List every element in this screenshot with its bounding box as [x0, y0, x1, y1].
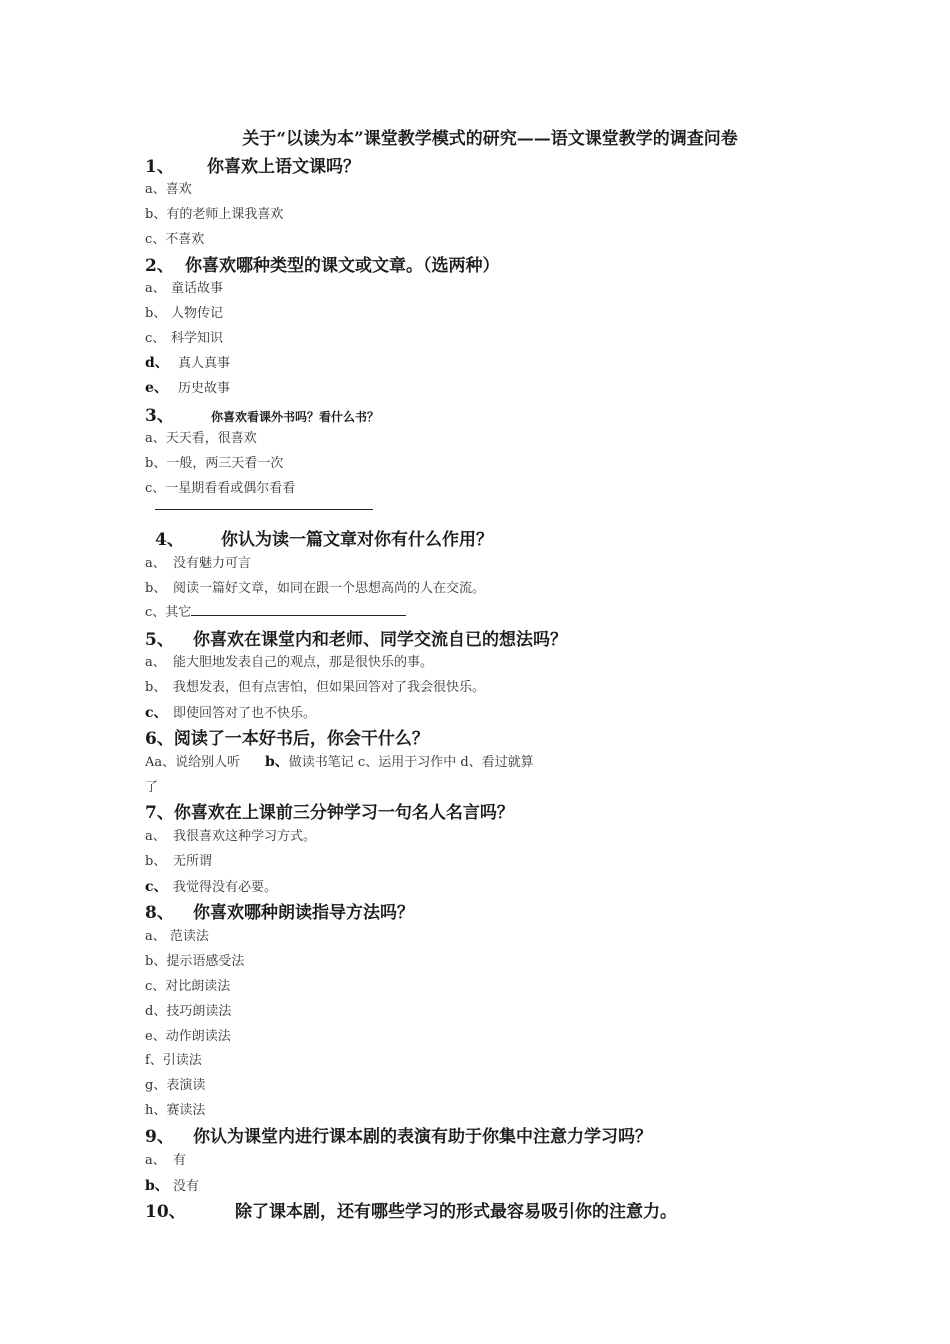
option-label: b、 [145, 854, 167, 869]
option-label: a、 [145, 281, 166, 296]
option: b、一般，两三天看一次 [145, 456, 284, 471]
option-text: 童话故事 [171, 281, 224, 296]
option-line [145, 751, 534, 771]
question-10 [145, 1197, 677, 1222]
option-label: a、 [145, 556, 166, 571]
question-4 [155, 525, 493, 550]
question-8 [145, 898, 414, 923]
option [145, 850, 212, 869]
option [145, 377, 230, 397]
option [145, 651, 433, 670]
question-6: 6、阅读了一本好书后，你会干什么？ [145, 729, 429, 749]
option: a、 范读法 [145, 929, 209, 944]
option-text: 我觉得没有必要。 [173, 880, 278, 895]
question-3 [145, 401, 379, 426]
option [145, 352, 230, 372]
option [145, 552, 251, 571]
option [145, 277, 223, 296]
option-text: 没有魅力可言 [173, 556, 252, 571]
option [145, 1149, 186, 1168]
option-text: 真人真事 [178, 356, 231, 371]
option: c、一星期看看或偶尔看看 [145, 481, 296, 496]
option: d、技巧朗读法 [145, 1004, 232, 1019]
question-number: 10、 [145, 1202, 186, 1222]
option-text: 没有 [173, 1179, 200, 1194]
question-number: 9、 [145, 1127, 174, 1147]
option-label: b、 [265, 754, 289, 770]
question-text: 你喜欢上语文课吗？ [207, 157, 360, 177]
option: b、提示语感受法 [145, 954, 245, 969]
question-number: 2、 [145, 256, 174, 276]
question-9 [145, 1122, 652, 1147]
option: a、喜欢 [145, 182, 192, 197]
option: g、表演读 [145, 1078, 206, 1093]
option-text: 人物传记 [171, 306, 224, 321]
question-text: 除了课本剧，还有哪些学习的形式最容易吸引你的注意力。 [235, 1202, 677, 1222]
question-2 [145, 251, 500, 276]
option-text: 即使回答对了也不快乐。 [173, 706, 317, 721]
question-number: 3、 [145, 406, 174, 426]
option-text: 历史故事 [178, 381, 231, 396]
option-label: c、 [145, 605, 166, 620]
option: a、天天看，很喜欢 [145, 431, 257, 446]
answer-blank [191, 603, 406, 616]
option: b、有的老师上课我喜欢 [145, 207, 284, 222]
page-title: 关于“以读为本”课堂教学模式的研究——语文课堂教学的调查问卷 [242, 129, 738, 149]
question-number: 1、 [145, 157, 174, 177]
option-text: 其它 [165, 605, 192, 620]
option-label: c、 [145, 331, 166, 346]
question-number: 8、 [145, 903, 174, 923]
option-label: b、 [145, 306, 167, 321]
option-text: 阅读一篇好文章，如同在跟一个思想高尚的人在交流。 [173, 581, 486, 596]
option-text: Aa、说给别人听 [145, 755, 241, 770]
option: h、赛读法 [145, 1103, 206, 1118]
option-text: 有 [173, 1153, 187, 1168]
option: e、动作朗读法 [145, 1029, 231, 1044]
option-label: a、 [145, 1153, 166, 1168]
question-text: 你喜欢哪种类型的课文或文章。（选两种） [185, 256, 500, 276]
option-text: 我很喜欢这种学习方式。 [173, 829, 317, 844]
option-text: 科学知识 [171, 331, 224, 346]
option: c、对比朗读法 [145, 979, 231, 994]
option-text: 无所谓 [173, 854, 213, 869]
option-label: c、 [145, 705, 168, 721]
question-7: 7、你喜欢在上课前三分钟学习一句名人名言吗？ [145, 803, 514, 823]
question-number: 5、 [145, 630, 174, 650]
option-text: 能大胆地发表自己的观点，那是很快乐的事。 [173, 655, 434, 670]
option [145, 825, 316, 844]
option-label: b、 [145, 1178, 169, 1194]
question-5 [145, 625, 567, 650]
option [145, 327, 223, 346]
option-label: a、 [145, 829, 166, 844]
option-line: 了 [145, 780, 159, 795]
option [145, 702, 316, 722]
option-label: b、 [145, 581, 167, 596]
option [145, 601, 406, 620]
option-text: 我想发表，但有点害怕，但如果回答对了我会很快乐。 [173, 680, 486, 695]
option [145, 1175, 199, 1195]
option-label: c、 [145, 879, 168, 895]
question-text: 你喜欢看课外书吗？看什么书？ [211, 410, 380, 424]
option: c、不喜欢 [145, 232, 205, 247]
option [145, 676, 485, 695]
question-text: 你认为课堂内进行课本剧的表演有助于你集中注意力学习吗？ [193, 1127, 652, 1147]
option-label: a、 [145, 655, 166, 670]
question-1 [145, 152, 360, 177]
option [145, 302, 223, 321]
option [145, 577, 485, 596]
option-label: b、 [145, 680, 167, 695]
option-label: d、 [145, 355, 169, 371]
question-number: 4、 [155, 530, 184, 550]
option-label: e、 [145, 380, 168, 396]
option-text: 做读书笔记 c、运用于习作中 d、看过就算 [288, 755, 534, 770]
blank-line [155, 509, 373, 510]
option [145, 876, 277, 896]
question-text: 你认为读一篇文章对你有什么作用？ [221, 530, 493, 550]
option: f、引读法 [145, 1053, 202, 1068]
question-text: 你喜欢在课堂内和老师、同学交流自已的想法吗？ [193, 630, 567, 650]
question-text: 你喜欢哪种朗读指导方法吗？ [193, 903, 414, 923]
